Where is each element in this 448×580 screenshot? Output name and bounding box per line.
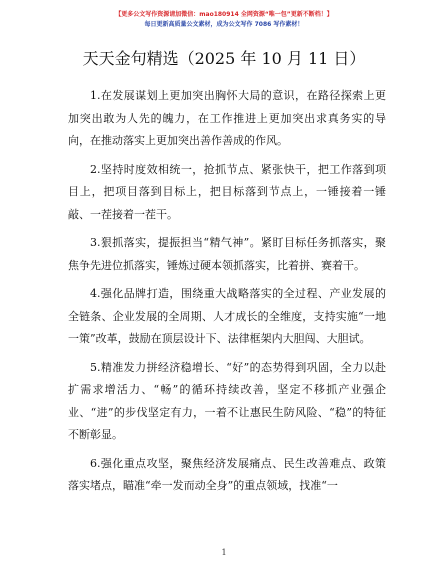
paragraph-6: 6.强化重点攻坚，聚焦经济发展痛点、民生改善难点、政策落实堵点，瞄准“牵一发而动全身”的重点领域，找准“一 <box>68 456 386 492</box>
document-body <box>68 85 386 504</box>
promo-banner-line-1: 【更多公文写作资源请加微信：mao180914 全网资源“唯一包”更新不断档！】 <box>115 11 333 18</box>
promo-banner-line-2: 每日更新高质量公文素材，成为公文写作 7086 写作素材！ <box>144 21 304 28</box>
paragraph-2: 2.坚持时度效相统一，抢抓节点、紧张快干，把工作落到项目上，把项目落到目标上，把目标落到节点上，一锤接着一锤敲、一茬接着一茬干。 <box>68 162 386 221</box>
paragraph-1: 1.在发展谋划上更加突出胸怀大局的意识，在路径探索上更加突出敢为人先的魄力，在工作推进上更加突出求真务实的导向，在推动落实上更加突出善作善成的作风。 <box>68 89 386 147</box>
paragraph-4: 4.强化品牌打造，围绕重大战略落实的全过程、产业发展的全链条、企业发展的全周期、人才成长的全维度，支持实施“一地一策”改革，鼓励在顶层设计下、法律框架内大胆闯、大胆试。 <box>68 287 386 345</box>
page-number: 1 <box>221 548 227 557</box>
document-title: 天天金句精选（2025 年 10 月 11 日） <box>82 49 366 68</box>
paragraph-3: 3.狠抓落实，提振担当“精气神”。紧盯目标任务抓落实，聚焦争先进位抓落实，锤炼过硬本领抓落实，比着拼、赛着干。 <box>68 236 386 272</box>
paragraph-5: 5.精准发力拼经济稳增长、“好”的态势得到巩固，全力以赴扩需求增活力、“畅”的循环持续改善，坚定不移抓产业强企业、“进”的步伐坚定有力，一着不让惠民生防风险、“稳”的特征不断彰显。 <box>68 360 386 441</box>
